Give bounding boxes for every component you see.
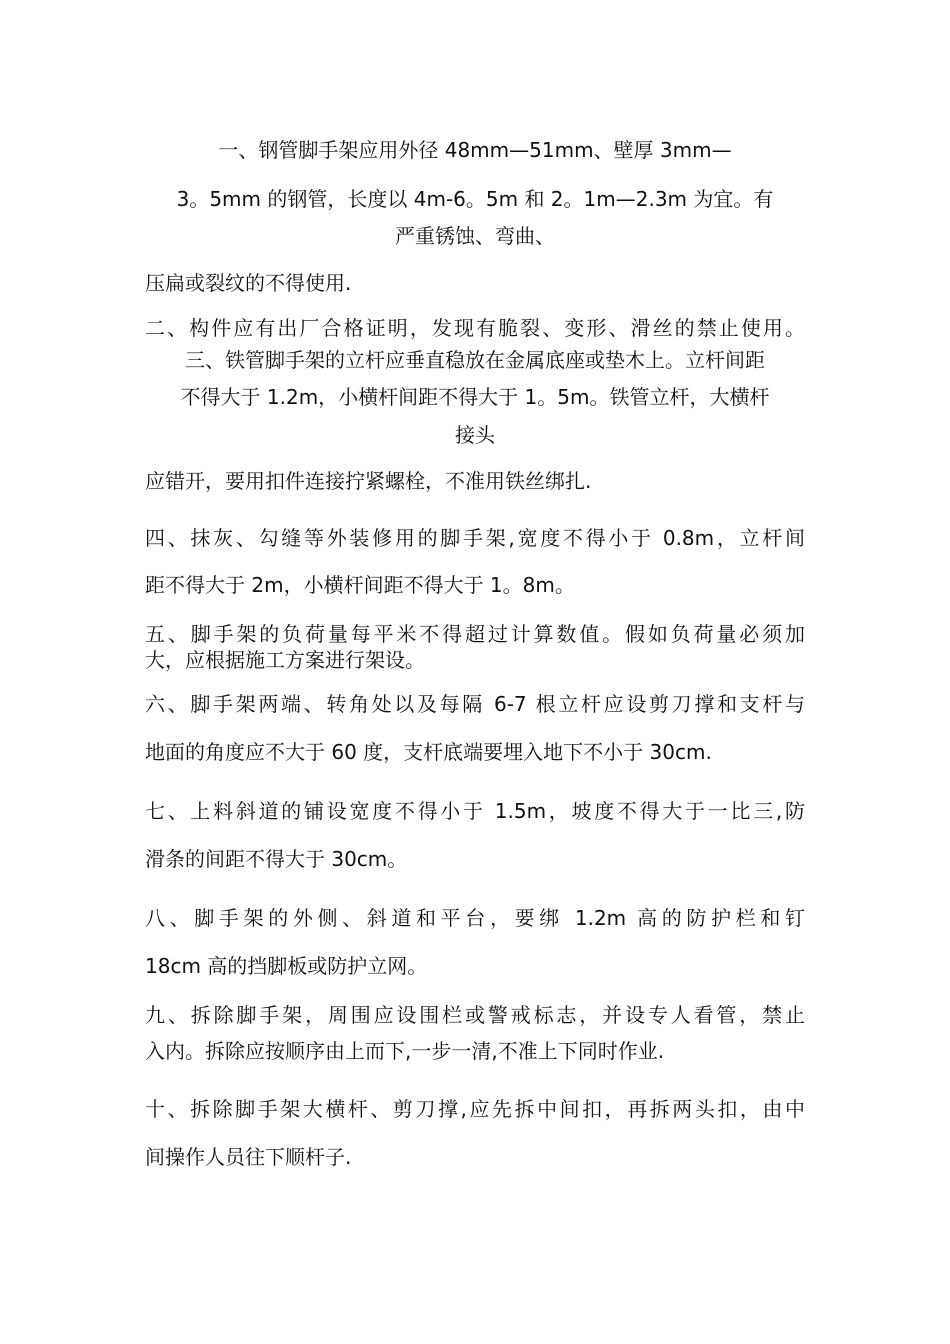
text-line-item-10-a: 十、拆除脚手架大横杆、剪刀撑,应先拆中间扣，再拆两头扣，由中 — [145, 1097, 805, 1121]
text-line-item-1-d: 压扁或裂纹的不得使用. — [145, 271, 352, 295]
text-line-item-9-a: 九、拆除脚手架，周围应设围栏或警戒标志，并设专人看管，禁止 — [145, 1003, 805, 1027]
text-line-item-8-a: 八、脚手架的外侧、斜道和平台，要绑 1.2m 高的防护栏和钉 — [145, 906, 805, 930]
text-line-item-9-b: 入内。拆除应按顺序由上而下,一步一清,不准上下同时作业. — [145, 1039, 665, 1063]
text-line-item-4-a: 四、抹灰、勾缝等外装修用的脚手架,宽度不得小于 0.8m，立杆间 — [145, 526, 805, 550]
text-line-item-2: 二、构件应有出厂合格证明，发现有脆裂、变形、滑丝的禁止使用。 — [145, 316, 805, 340]
text-line-item-3-c: 接头 — [455, 423, 495, 447]
text-line-item-1-b: 3。5mm 的钢管，长度以 4m-6。5m 和 2。1m—2.3m 为宜。有 — [176, 187, 774, 211]
text-line-item-6-a: 六、脚手架两端、转角处以及每隔 6-7 根立杆应设剪刀撑和支杆与 — [145, 692, 805, 716]
text-line-item-1-a: 一、钢管脚手架应用外径 48mm—51mm、壁厚 3mm— — [218, 138, 732, 162]
text-line-item-6-b: 地面的角度应不大于 60 度，支杆底端要埋入地下不小于 30cm. — [145, 740, 712, 764]
text-line-item-4-b: 距不得大于 2m，小横杆间距不得大于 1。8m。 — [145, 573, 575, 597]
text-line-item-7-b: 滑条的间距不得大于 30cm。 — [145, 847, 408, 871]
text-line-item-5-a: 五、脚手架的负荷量每平米不得超过计算数值。假如负荷量必须加 — [145, 622, 805, 646]
text-line-item-8-b: 18cm 高的挡脚板或防护立网。 — [145, 954, 428, 978]
text-line-item-10-b: 间操作人员往下顺杆子. — [145, 1145, 352, 1169]
text-line-item-3-a: 三、铁管脚手架的立杆应垂直稳放在金属底座或垫木上。立杆间距 — [185, 348, 765, 372]
text-line-item-3-b: 不得大于 1.2m，小横杆间距不得大于 1。5m。铁管立杆，大横杆 — [180, 385, 770, 409]
text-line-item-5-b: 大，应根据施工方案进行架设。 — [145, 648, 425, 672]
text-line-item-7-a: 七、上料斜道的铺设宽度不得小于 1.5m，坡度不得大于一比三,防 — [145, 799, 805, 823]
text-line-item-3-d: 应错开，要用扣件连接拧紧螺栓，不准用铁丝绑扎. — [145, 469, 592, 493]
text-line-item-1-c: 严重锈蚀、弯曲、 — [395, 224, 555, 248]
